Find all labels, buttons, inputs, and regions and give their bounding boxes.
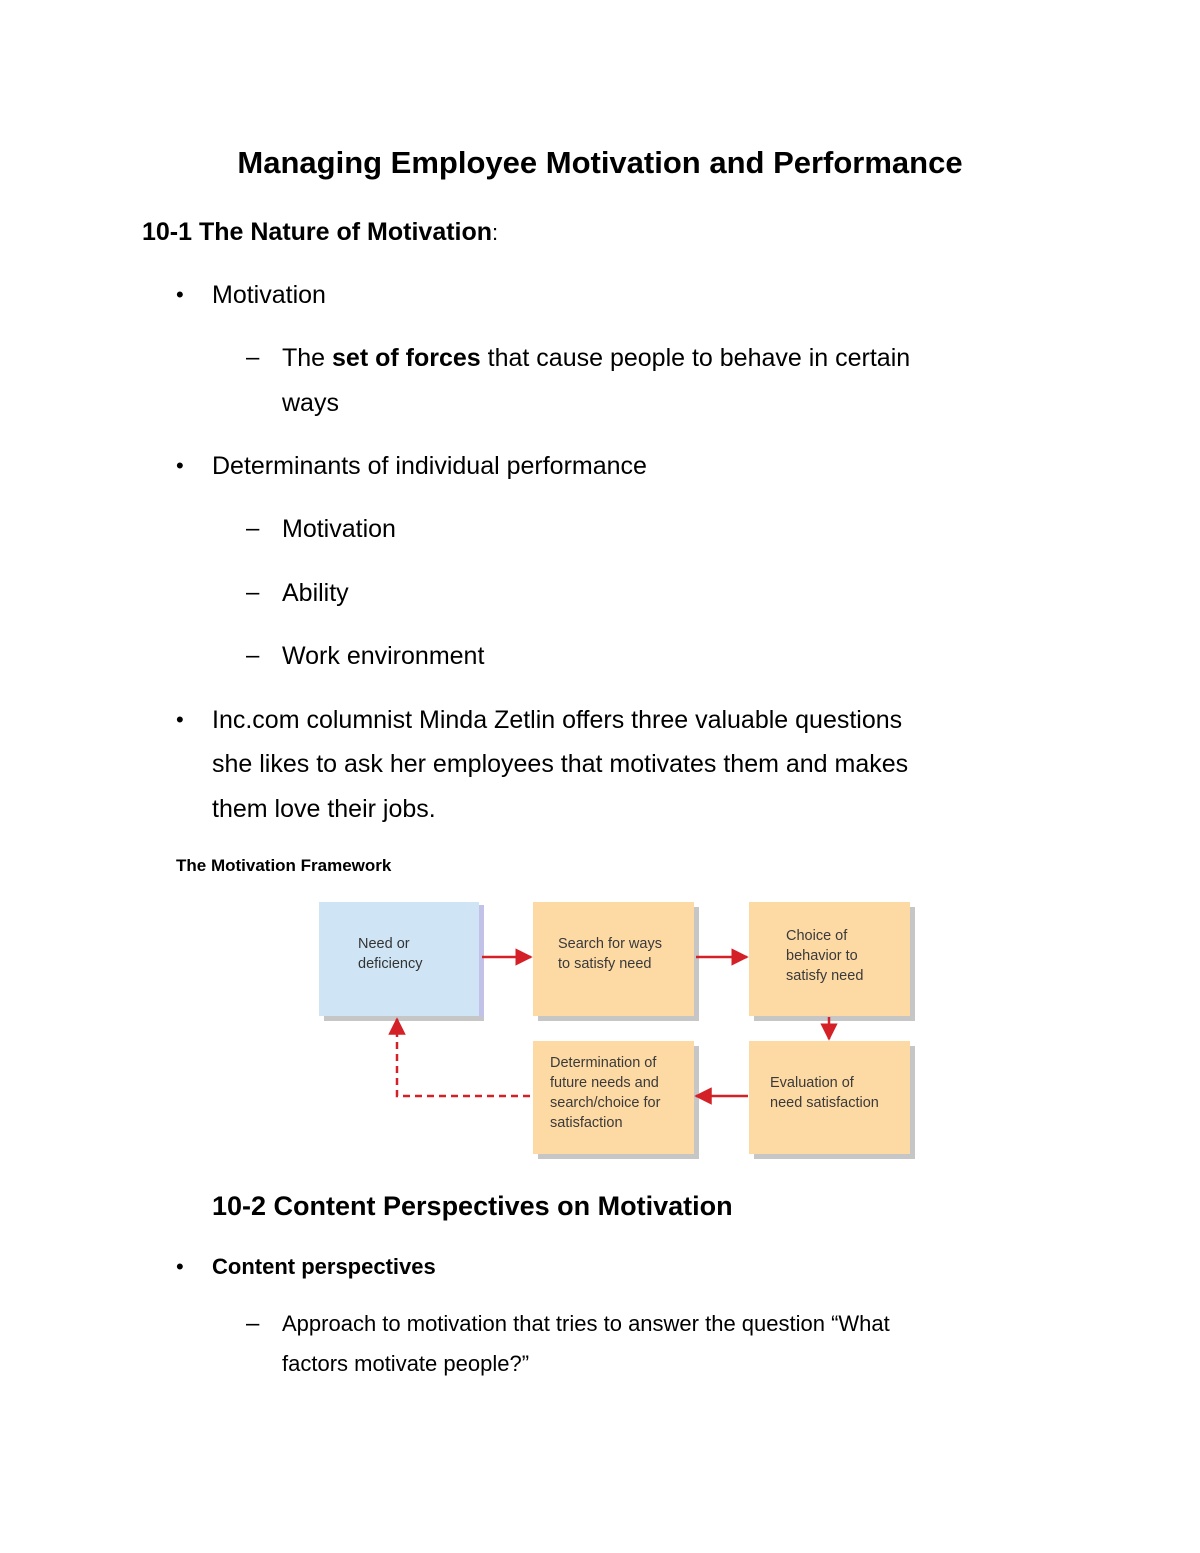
definition-line-2: factors motivate people?”: [282, 1351, 530, 1376]
figure-caption: The Motivation Framework: [176, 856, 392, 875]
bullet-icon: •: [176, 453, 184, 478]
page-title: Managing Employee Motivation and Performance: [237, 145, 963, 180]
dash-icon: –: [246, 344, 260, 371]
bullet-content-perspectives: Content perspectives: [212, 1254, 436, 1279]
dash-icon: –: [246, 515, 260, 542]
paragraph-line: them love their jobs.: [212, 795, 436, 823]
definition-line: Approach to motivation that tries to answer the question “What: [282, 1311, 890, 1336]
bullet-icon: •: [176, 707, 184, 732]
section-heading-content-perspectives: 10-2 Content Perspectives on Motivation: [212, 1191, 733, 1221]
need-box-label: Need or deficiency: [358, 936, 423, 972]
definition-post: that cause people to behave in certain: [480, 344, 911, 372]
section-heading-colon: :: [492, 220, 499, 245]
search-box-label: Search for ways to satisfy need: [558, 936, 662, 972]
evaluation-box-label: Evaluation of need satisfaction: [770, 1075, 879, 1111]
determinant-item: Motivation: [282, 515, 396, 543]
section-heading-text: 10-1 The Nature of Motivation: [142, 218, 493, 246]
dash-icon: –: [246, 1310, 260, 1337]
determinant-item: Ability: [282, 579, 349, 607]
dashed-feedback-arrow: [397, 1019, 530, 1096]
dash-icon: –: [246, 642, 260, 669]
bullet-icon: •: [176, 1254, 184, 1279]
paragraph-line: she likes to ask her employees that motivates them and makes: [212, 750, 909, 778]
bullet-determinants: Determinants of individual performance: [212, 452, 647, 480]
paragraph-line: Inc.com columnist Minda Zetlin offers three valuable questions: [212, 706, 903, 734]
determinant-item: Work environment: [282, 642, 485, 670]
bullet-motivation: Motivation: [212, 281, 326, 309]
choice-box-label: Choice of behavior to satisfy need: [786, 928, 864, 984]
bullet-icon: •: [176, 282, 184, 307]
definition-bold: set of forces: [332, 344, 481, 372]
determination-box-label: Determination of future needs and search/choice for satisfaction: [550, 1055, 661, 1131]
definition-line-2: ways: [282, 389, 339, 417]
definition-pre: The: [282, 344, 333, 372]
dash-icon: –: [246, 579, 260, 606]
